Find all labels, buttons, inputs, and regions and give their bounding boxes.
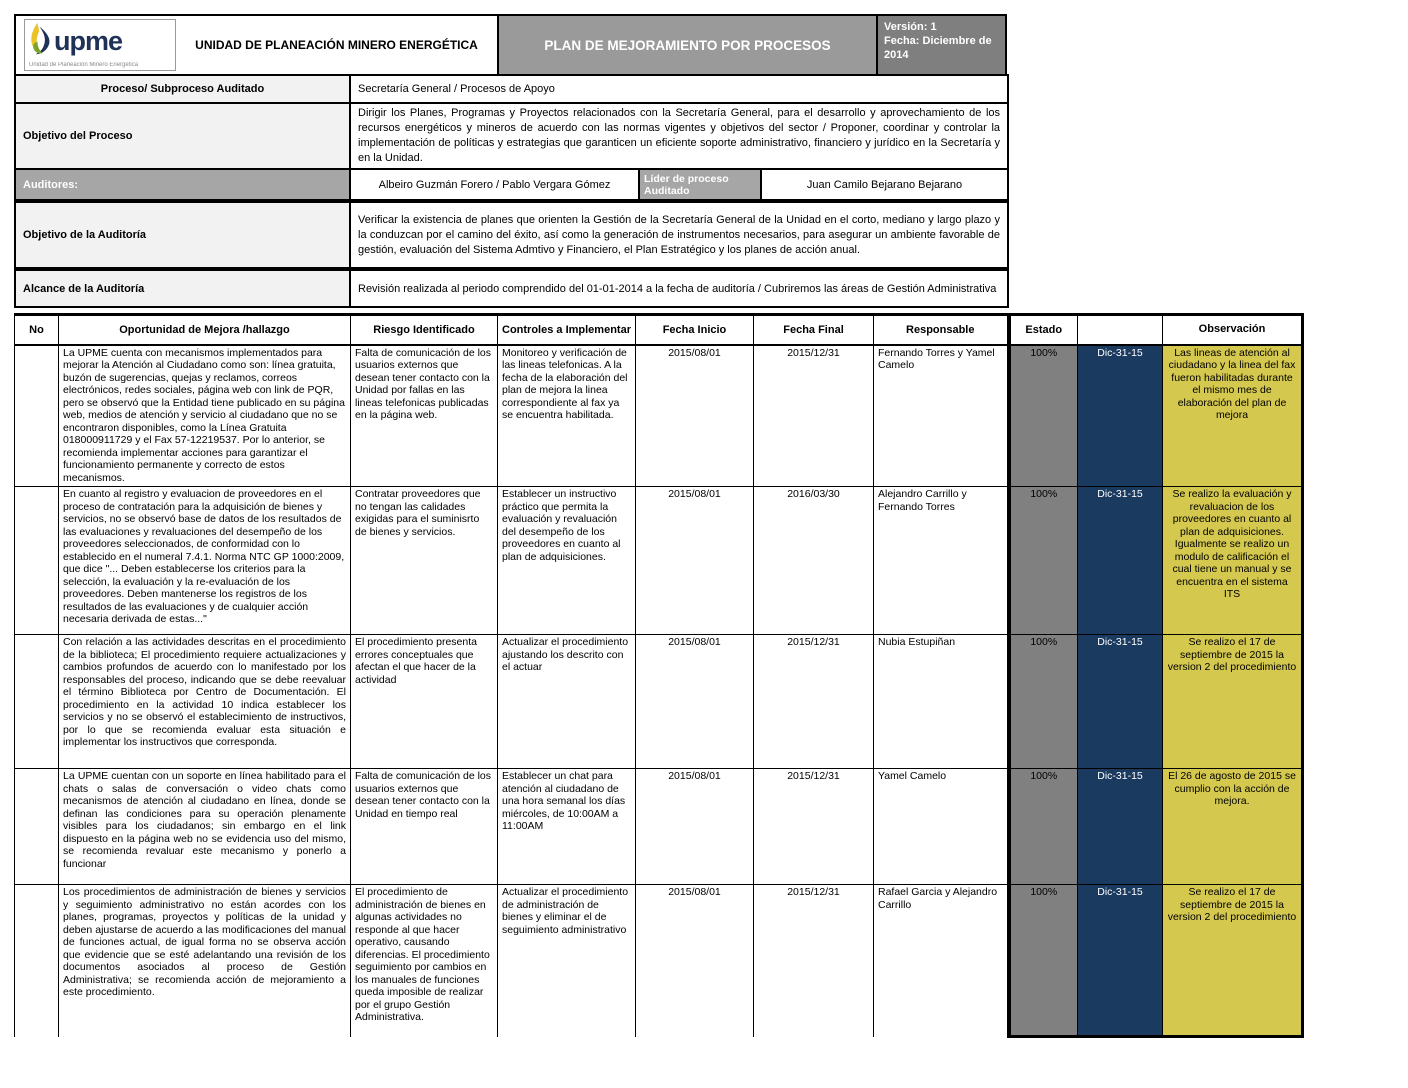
table-header-row xyxy=(15,315,1303,345)
col-header-fecha-final: Fecha Final xyxy=(754,315,874,345)
cell-fecha-seguimiento: Dic-31-15 xyxy=(1078,345,1163,487)
objetivo-proceso-label: Objetivo del Proceso xyxy=(15,103,350,169)
cell-controles: Actualizar el procedimiento de administración de bienes y eliminar el de seguimiento administrativo xyxy=(498,885,636,1037)
cell-no xyxy=(15,345,59,487)
cell-estado: 100% xyxy=(1009,345,1078,487)
document-header xyxy=(14,14,1007,76)
cell-no xyxy=(15,487,59,635)
cell-oportunidad: En cuanto al registro y evaluacion de proveedores en el proceso de contratación para la adquisición de bienes y servicios, no se observó base de datos de los resultados de las evaluaciones y revaluaciones del desempeño de los proveedores seleccionados, de conformidad con lo establecido en el numeral 7.4.1. Norma NTC GP 1000:2009, que dice "... Deben establecerse los criterios para la selección, la evaluación y la re-evaluación de los proveedores. Deben mantenerse los registros de los resultados de las evaluaciones y de cualquier acción necesaria derivada de estas..." xyxy=(59,487,351,635)
col-header-responsable: Responsable xyxy=(874,315,1009,345)
lider-value: Juan Camilo Bejarano Bejarano xyxy=(761,169,1008,201)
cell-fecha-inicio: 2015/08/01 xyxy=(636,635,754,769)
proceso-value: Secretaría General / Procesos de Apoyo xyxy=(350,75,1008,103)
lider-label: Líder de proceso Auditado xyxy=(639,169,761,201)
row-alcance xyxy=(15,269,1008,307)
cell-oportunidad: La UPME cuentan con un soporte en línea habilitado para el chats o salas de conversación o video chats como mecanismos de atención al ciudadano en línea, donde se definan las condiciones para su operación plenamente visibles para los ciudadanos; sin embargo en el link dispuesto en la página web no se evidencia uso del mismo, se recomienda revaluar este mecanismo y ponerlo a funcionar xyxy=(59,769,351,885)
auditores-value: Albeiro Guzmán Forero / Pablo Vergara Gómez xyxy=(350,169,639,201)
cell-fecha-final: 2016/03/30 xyxy=(754,487,874,635)
cell-riesgo: Contratar proveedores que no tengan las calidades exigidas para el suminisrto de bienes y servicios. xyxy=(351,487,498,635)
col-header-fecha-seguimiento: Fecha de Seguimiento xyxy=(1078,315,1163,345)
date-label: Fecha: Diciembre de 2014 xyxy=(884,35,992,61)
col-header-estado: Estado xyxy=(1009,315,1078,345)
cell-controles: Monitoreo y verificación de las lineas telefonicas. A la fecha de la elaboración del plan de mejora la linea correspondiente al fax ya se encuentra habilitada. xyxy=(498,345,636,487)
cell-controles: Establecer un instructivo práctico que permita la evaluación y revaluación del desempeño de los proveedores en cuanto al plan de adquisiciones. xyxy=(498,487,636,635)
cell-fecha-inicio: 2015/08/01 xyxy=(636,345,754,487)
org-name: UNIDAD DE PLANEACIÓN MINERO ENERGÉTICA xyxy=(195,38,478,52)
cell-controles: Actualizar el procedimiento ajustando los descrito con el actuar xyxy=(498,635,636,769)
row-proceso xyxy=(15,75,1008,103)
version-cell xyxy=(876,16,1005,74)
cell-responsable: Rafael Garcia y Alejandro Carrillo xyxy=(874,885,1009,1037)
upme-logo xyxy=(24,19,176,71)
cell-fecha-seguimiento: Dic-31-15 xyxy=(1078,769,1163,885)
row-auditores xyxy=(15,169,1008,201)
cell-oportunidad: Los procedimientos de administración de bienes y servicios y seguimiento administrativo no están acordes con los planes, programas, proyectos y políticas de la unidad y deben ajustarse de acuerdo a las modificaciones del manual de funciones actual, de igual forma no se observa acción que evidencie que se esté adelantando una revisión de los documentos asociados al proceso de Gestión Administrativa; se recomienda acción de mejoramiento a este procedimiento. xyxy=(59,885,351,1037)
cell-observacion: Las lineas de atención al ciudadano y la linea del fax fueron habilitadas durante el mismo mes de elaboración del plan de mejora xyxy=(1163,345,1303,487)
findings-table xyxy=(14,313,1304,1038)
cell-fecha-seguimiento: Dic-31-15 xyxy=(1078,487,1163,635)
row-objetivo-auditoria xyxy=(15,201,1008,269)
cell-estado: 100% xyxy=(1009,487,1078,635)
cell-fecha-inicio: 2015/08/01 xyxy=(636,885,754,1037)
objetivo-auditoria-value: Verificar la existencia de planes que orienten la Gestión de la Secretaría General de la Unidad en el corto, mediano y largo plazo y la conduzcan por el camino del éxito, así como la generación de instrumentos necesarios, para asegurar un ambiente favorable de gestión, evaluación del Sistema Admtivo y Financiero, el Plan Estratégico y los planes de acción anual. xyxy=(350,201,1008,269)
alcance-value: Revisión realizada al periodo comprendido del 01-01-2014 a la fecha de auditoría / Cubriremos las áreas de Gestión Administrativa xyxy=(350,269,1008,307)
table-row xyxy=(15,487,1303,635)
logo-wordmark: upme xyxy=(54,26,123,56)
col-header-controles: Controles a Implementar xyxy=(498,315,636,345)
cell-fecha-inicio: 2015/08/01 xyxy=(636,487,754,635)
cell-observacion: Se realizo el 17 de septiembre de 2015 la version 2 del procedimiento xyxy=(1163,885,1303,1037)
cell-no xyxy=(15,885,59,1037)
cell-responsable: Fernando Torres y Yamel Camelo xyxy=(874,345,1009,487)
cell-fecha-seguimiento: Dic-31-15 xyxy=(1078,885,1163,1037)
objetivo-auditoria-label: Objetivo de la Auditoría xyxy=(15,201,350,269)
logo-cell xyxy=(16,16,497,74)
cell-estado: 100% xyxy=(1009,635,1078,769)
audit-plan-document xyxy=(14,14,1304,1038)
table-row xyxy=(15,885,1303,1037)
col-header-riesgo: Riesgo Identificado xyxy=(351,315,498,345)
cell-riesgo: Falta de comunicación de los usuarios externos que desean tener contacto con la Unidad por fallas en las lineas telefonicas publicadas en la página web. xyxy=(351,345,498,487)
cell-fecha-inicio: 2015/08/01 xyxy=(636,769,754,885)
table-row xyxy=(15,769,1303,885)
cell-fecha-seguimiento: Dic-31-15 xyxy=(1078,635,1163,769)
cell-controles: Establecer un chat para atención al ciudadano de una hora semanal los días miércoles, de 10:00AM a 11:00AM xyxy=(498,769,636,885)
table-row xyxy=(15,345,1303,487)
cell-fecha-final: 2015/12/31 xyxy=(754,769,874,885)
col-header-oportunidad: Oportunidad de Mejora /hallazgo xyxy=(59,315,351,345)
cell-fecha-final: 2015/12/31 xyxy=(754,885,874,1037)
cell-estado: 100% xyxy=(1009,769,1078,885)
auditores-label: Auditores: xyxy=(15,169,350,201)
cell-estado: 100% xyxy=(1009,885,1078,1037)
cell-riesgo: Falta de comunicación de los usuarios externos que desean tener contacto con la Unidad en tiempo real xyxy=(351,769,498,885)
cell-oportunidad: La UPME cuenta con mecanismos implementados para mejorar la Atención al Ciudadano como son: línea gratuita, buzón de sugerencias, quejas y reclamos, correos electrónicos, redes sociales, página web con link de PQR, pero se observó que la Entidad tiene publicado en su página web, medios de atención y servicio al ciudadano que no se encontraron disponibles, como la Línea Gratuita 018000911729 y el Fax 57-12219537. Por lo anterior, se recomienda implementar acciones para garantizar el funcionamiento permanente y correcto de estos mecanismos. xyxy=(59,345,351,487)
cell-responsable: Nubia Estupiñan xyxy=(874,635,1009,769)
version-label: Versión: 1 xyxy=(884,21,937,33)
cell-no xyxy=(15,769,59,885)
cell-no xyxy=(15,635,59,769)
cell-fecha-final: 2015/12/31 xyxy=(754,635,874,769)
cell-fecha-final: 2015/12/31 xyxy=(754,345,874,487)
proceso-label: Proceso/ Subproceso Auditado xyxy=(15,75,350,103)
col-header-no: No xyxy=(15,315,59,345)
objetivo-proceso-value: Dirigir los Planes, Programas y Proyectos relacionados con la Secretaría General, para el desarrollo y aprovechamiento de los recursos energéticos y mineros de acuerdo con las normas vigentes y objetivos del sector / Proponer, coordinar y controlar la implementación de políticas y estrategias que garanticen un eficiente soporte administrativo, financiero y jurídico en la Secretaría y en la Unidad. xyxy=(350,103,1008,169)
table-row xyxy=(15,635,1303,769)
cell-oportunidad: Con relación a las actividades descritas en el procedimiento de la biblioteca; El procedimiento requiere actualizaciones y cambios profundos de acuerdo con lo manifestado por los responsables del proceso, indicando que se debe reevaluar el término Biblioteca por Centro de Documentación. El procedimiento en la actividad 10 indica establecer los servicios y no se observó el establecimiento de instructivos, por lo que se recomienda evaluar esta situación e implementar los instructivos que corresponda. xyxy=(59,635,351,769)
cell-riesgo: El procedimiento presenta errores conceptuales que afectan el que hacer de la actividad xyxy=(351,635,498,769)
flame-icon xyxy=(29,22,51,61)
cell-riesgo: El procedimiento de administración de bienes en algunas actividades no responde al que hacer operativo, causando diferencias. El procedimiento seguimiento por cambios en los manuales de funciones queda imposible de realizar por el grupo Gestión Administrativa. xyxy=(351,885,498,1037)
info-section xyxy=(14,74,1009,308)
cell-observacion: El 26 de agosto de 2015 se cumplio con la acción de mejora. xyxy=(1163,769,1303,885)
logo-subtext: Unidad de Planeación Minero Energética xyxy=(29,62,139,68)
row-objetivo-proceso xyxy=(15,103,1008,169)
cell-observacion: Se realizo la evaluación y revaluacion de los proveedores en cuanto al plan de adquisiciones. Igualmente se realizo un modulo de calificación el cual tiene un manual y se encuentra en el sistema ITS xyxy=(1163,487,1303,635)
page-title: PLAN DE MEJORAMIENTO POR PROCESOS xyxy=(497,16,876,74)
alcance-label: Alcance de la Auditoría xyxy=(15,269,350,307)
cell-responsable: Yamel Camelo xyxy=(874,769,1009,885)
col-header-fecha-inicio: Fecha Inicio xyxy=(636,315,754,345)
cell-responsable: Alejandro Carrillo y Fernando Torres xyxy=(874,487,1009,635)
cell-observacion: Se realizo el 17 de septiembre de 2015 la version 2 del procedimiento xyxy=(1163,635,1303,769)
col-header-observacion: Observación xyxy=(1163,315,1303,345)
